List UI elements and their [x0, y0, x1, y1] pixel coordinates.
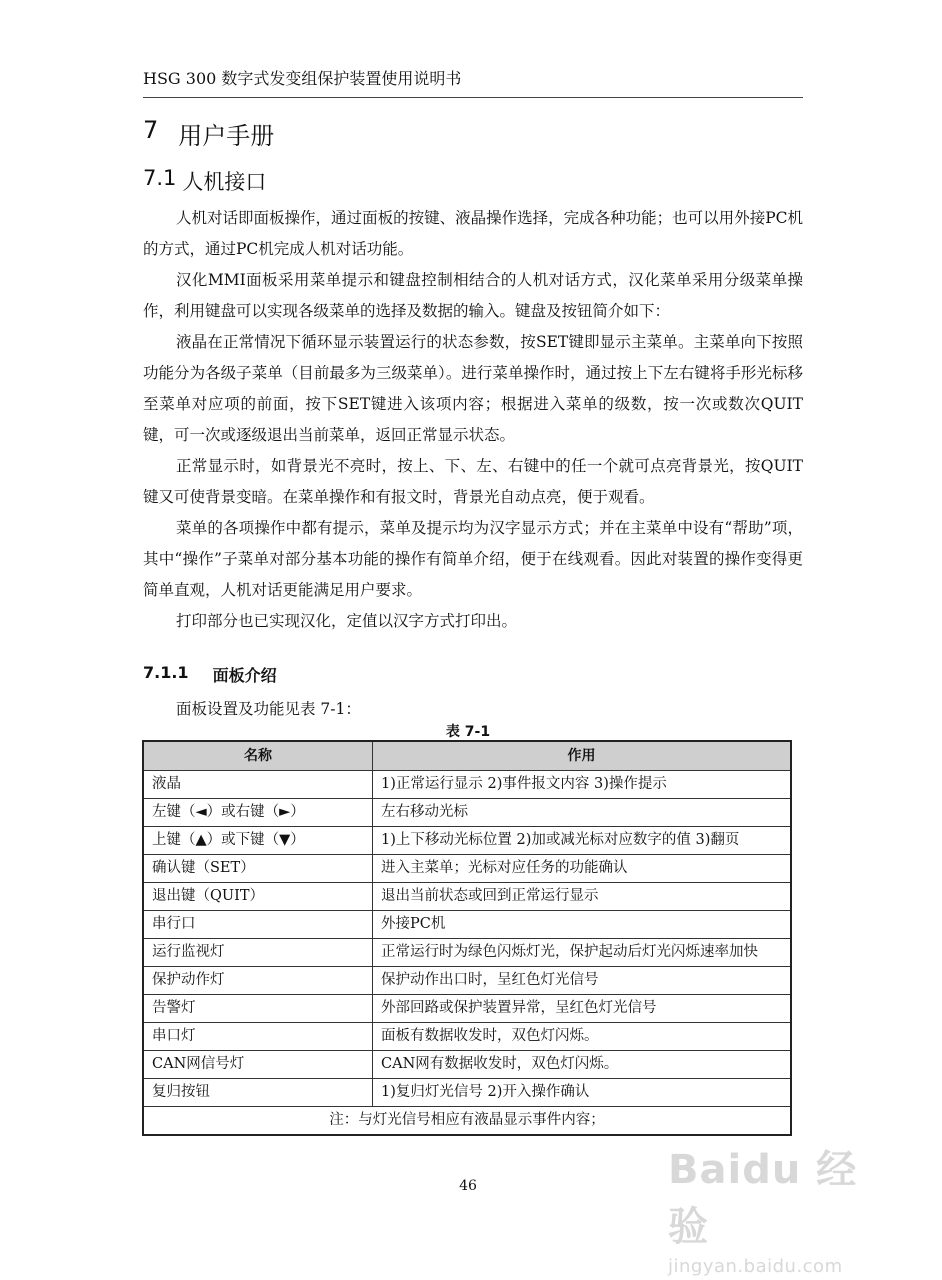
- paragraph: 人机对话即面板操作，通过面板的按键、液晶操作选择，完成各种功能；也可以用外接PC机的方式，通过PC机完成人机对话功能。: [143, 209, 803, 258]
- cell-name: 退出键（QUIT）: [143, 883, 373, 911]
- cell-function: 外接PC机: [373, 911, 792, 939]
- paragraph: 正常显示时，如背景光不亮时，按上、下、左、右键中的任一个就可点亮背景光，按QUIT键又可使背景变暗。在菜单操作和有报文时，背景光自动点亮，便于观看。: [143, 457, 803, 506]
- cell-function: 退出当前状态或回到正常运行显示: [373, 883, 792, 911]
- cell-function: 1)复归灯光信号 2)开入操作确认: [373, 1079, 792, 1107]
- paragraph: 液晶在正常情况下循环显示装置运行的状态参数，按SET键即显示主菜单。主菜单向下按照功能分为各级子菜单（目前最多为三级菜单）。进行菜单操作时，通过按上下左右键将手形光标移至菜单对应项的前面，按下SET键进入该项内容；根据进入菜单的级数，按一次或数次QUIT键，可一次或逐级退出当前菜单，返回正常显示状态。: [143, 333, 803, 444]
- watermark-logo: Baidu 经验: [668, 1147, 858, 1250]
- page-number: 46: [459, 1178, 477, 1194]
- column-header-function: 作用: [373, 741, 792, 771]
- table-row: [143, 771, 791, 799]
- table-note-row: [143, 1107, 791, 1136]
- cell-name: 运行监视灯: [143, 939, 373, 967]
- subsection-title: 面板介绍: [212, 666, 277, 685]
- cell-name: 确认键（SET）: [143, 855, 373, 883]
- cell-name: 串行口: [143, 911, 373, 939]
- cell-name: 复归按钮: [143, 1079, 373, 1107]
- chapter-heading: [143, 116, 274, 151]
- subsection-number: 7.1.1: [143, 663, 189, 682]
- chapter-number: 7: [143, 116, 159, 144]
- cell-name: 串口灯: [143, 1023, 373, 1051]
- table-header-row: [143, 741, 791, 771]
- table-row: [143, 995, 791, 1023]
- cell-function: 面板有数据收发时，双色灯闪烁。: [373, 1023, 792, 1051]
- table-row: [143, 1023, 791, 1051]
- cell-function: CAN网有数据收发时，双色灯闪烁。: [373, 1051, 792, 1079]
- paragraph: 菜单的各项操作中都有提示，菜单及提示均为汉字显示方式；并在主菜单中设有“帮助”项，其中“操作”子菜单对部分基本功能的操作有简单介绍，便于在线观看。因此对装置的操作变得更简单直观，人机对话更能满足用户要求。: [143, 519, 803, 599]
- running-header: HSG 300 数字式发变组保护装置使用说明书: [143, 66, 803, 98]
- subsection-heading: [143, 663, 277, 686]
- cell-name: 液晶: [143, 771, 373, 799]
- cell-name: 上键（▲）或下键（▼）: [143, 827, 373, 855]
- watermark-url: jingyan.baidu.com: [668, 1256, 843, 1277]
- table-note: 注：与灯光信号相应有液晶显示事件内容；: [143, 1107, 791, 1136]
- panel-function-table: [142, 740, 792, 1136]
- cell-function: 正常运行时为绿色闪烁灯光，保护起动后灯光闪烁速率加快: [373, 939, 792, 967]
- cell-name: 左键（◄）或右键（►）: [143, 799, 373, 827]
- section-number: 7.1: [143, 166, 177, 190]
- column-header-name: 名称: [143, 741, 373, 771]
- cell-name: 告警灯: [143, 995, 373, 1023]
- table-caption: 表 7-1: [445, 724, 491, 740]
- section-title: 人机接口: [182, 170, 267, 194]
- cell-function: 左右移动光标: [373, 799, 792, 827]
- table-row: [143, 911, 791, 939]
- cell-function: 保护动作出口时，呈红色灯光信号: [373, 967, 792, 995]
- table-row: [143, 855, 791, 883]
- table-row: [143, 1051, 791, 1079]
- paragraph: 打印部分也已实现汉化，定值以汉字方式打印出。: [176, 612, 518, 630]
- section-heading: [143, 166, 266, 196]
- table-row: [143, 939, 791, 967]
- cell-function: 1)正常运行显示 2)事件报文内容 3)操作提示: [373, 771, 792, 799]
- table-intro: 面板设置及功能见表 7-1：: [176, 700, 361, 718]
- table-row: [143, 967, 791, 995]
- table-row: [143, 799, 791, 827]
- body-text: [143, 203, 803, 637]
- table-row: [143, 1079, 791, 1107]
- chapter-title: 用户手册: [178, 122, 275, 150]
- cell-name: 保护动作灯: [143, 967, 373, 995]
- baidu-watermark: [668, 1138, 898, 1277]
- cell-function: 外部回路或保护装置异常，呈红色灯光信号: [373, 995, 792, 1023]
- cell-name: CAN网信号灯: [143, 1051, 373, 1079]
- table-row: [143, 883, 791, 911]
- table-row: [143, 827, 791, 855]
- cell-function: 进入主菜单；光标对应任务的功能确认: [373, 855, 792, 883]
- cell-function: 1)上下移动光标位置 2)加或减光标对应数字的值 3)翻页: [373, 827, 792, 855]
- paragraph: 汉化MMI面板采用菜单提示和键盘控制相结合的人机对话方式，汉化菜单采用分级菜单操作，利用键盘可以实现各级菜单的选择及数据的输入。键盘及按钮简介如下：: [143, 271, 803, 320]
